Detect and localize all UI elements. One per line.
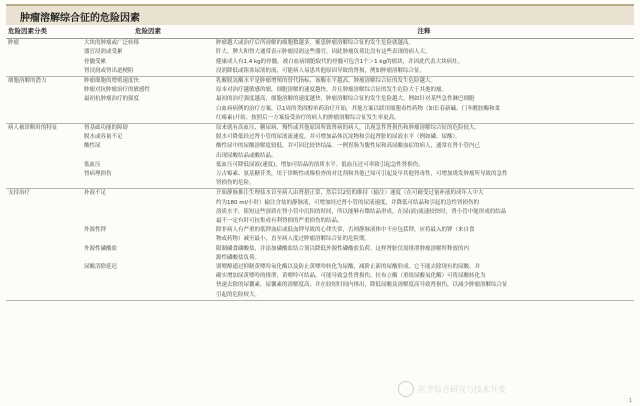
factor-cell: 肾病理损伤 [84, 171, 112, 178]
category-cell [6, 58, 82, 67]
factor-cell: 脱水或容量不足 [84, 134, 123, 141]
category-cell [6, 281, 82, 290]
note-cell: 引起的危险较大。 [214, 291, 634, 301]
category-cell [6, 226, 82, 235]
table-row [6, 48, 634, 57]
category-cell [6, 161, 82, 170]
category-cell [6, 179, 82, 189]
category-cell [6, 152, 82, 161]
table-row [6, 39, 634, 49]
note-cell: 乳酸脱氢酶水平是肿瘤增殖的替代指标，该酶水平越高，肿瘤溶解综合征的发生危险越大。 [216, 78, 437, 85]
note-cell: 万古霉素、氨基糖苷类，用于诊断性成像检查的对比剂和其他已知可引起及早其他肾毒性，可增加诱发肿瘤所导致的急性 [216, 171, 508, 178]
table-row [6, 161, 634, 170]
table-row [6, 179, 634, 189]
note-cell: 脱水可降低经过肾小管的尿液流速度，并可增加晶体沉淀物和引起肾脏的尿液水平（例如磷、尿酸）。 [216, 134, 461, 141]
table-row [6, 124, 634, 134]
category-cell [6, 199, 82, 208]
header-factor: 危险因素 [82, 26, 214, 39]
table-row [6, 58, 634, 67]
factor-cell: 大块的肿瘤或广泛转移 [84, 40, 140, 47]
note-cell: 健康成人有1.4 kg的骨髓。被白血病细胞取代的骨髓可包含1个＞1 kg的瘤块，并因此代表大块病灶。 [216, 58, 464, 65]
note-cell: 确实增加尿黄嘌呤的排泄，黄嘌呤可结晶，可能导致急性肾损伤。拉布立酶（重组尿酸氧化酶）可将尿酸转化为 [216, 273, 486, 280]
table-row [6, 114, 634, 124]
table-row [6, 208, 634, 217]
factor-cell: 肿瘤对抗肿瘤治疗的敏感性 [84, 87, 151, 94]
category-cell: 病人被诊断时的特征 [8, 125, 58, 132]
table-header-row [6, 26, 634, 39]
note-cell: 出现尿酸结晶或酸结晶。 [216, 152, 277, 159]
note-cell: 肾损伤的危险。 [214, 179, 634, 189]
table-row [6, 235, 634, 244]
table-row [6, 245, 634, 254]
factor-cell [82, 199, 214, 208]
category-cell [6, 217, 82, 226]
category-cell: 细胞溶解的潜力 [8, 78, 47, 85]
table-row [6, 133, 634, 142]
factor-cell: 最初抗肿瘤治疗的强度 [84, 96, 140, 103]
note-cell: 最初的治疗强度越高，细胞溶解的速度越快，肿瘤溶解综合征的发生危险越大。例如针对某些急性淋巴细胞 [216, 96, 475, 103]
factor-cell: 肾浸润或肾出道梗阻 [82, 67, 214, 77]
note-cell: 肝大、脾大和肾大通常表示肿瘤浸润这些器官，因此肿瘤负荷比没有这些表现的病人大。 [216, 49, 431, 56]
note-cell: 最不一定有时可抗集成有利肾损的严重损伤的结晶。 [216, 218, 343, 225]
category-cell: 肿瘤 [8, 40, 20, 47]
table-row [6, 199, 634, 208]
note-cell: 物或药物）减至最小，直至病人度过肿瘤溶解综合征的危险期。 [216, 236, 371, 243]
factor-cell [82, 217, 214, 226]
watermark-text: 医学综合研究与技术开发 [418, 384, 506, 394]
table-row [6, 86, 634, 95]
factor-cell: 器官浸润或受累 [84, 49, 123, 56]
table-row [6, 263, 634, 272]
table-row [6, 254, 634, 263]
category-cell: 支持治疗 [8, 190, 31, 197]
category-cell [6, 142, 82, 151]
note-cell: 原本对治疗越敏感的瘤，细胞溶解的速度越快，并且肿瘤溶解综合征的发生危险大于其他的瘤。 [216, 87, 448, 94]
category-cell [6, 245, 82, 254]
category-cell [6, 133, 82, 142]
watermark [398, 378, 630, 400]
note-cell: 原来就有高血压、糖尿病、慢性或其他原因所致肾病的病人，出现急性肾损伤和肿瘤溶解综合征的危险较大。 [216, 125, 481, 132]
factor-cell [82, 114, 214, 124]
category-cell [6, 86, 82, 95]
factor-cell: 补液不足 [84, 190, 107, 197]
note-cell: 白血病病例的治疗方案，以1周的类固醇单药治疗开始，其他方案以联用细胞毒性药物（如长春新碱、门冬酰胺酶和柔 [216, 105, 501, 112]
table-row [6, 189, 634, 199]
note-cell: 酸性尿中的尿酸溶解度较低，并可因比较快结晶。一例胃肠为腹性尿和高尿酸血症的病人，通常在肾小管内已 [216, 143, 481, 150]
table-title-band [6, 4, 634, 25]
table-body [6, 39, 634, 301]
table-row [6, 105, 634, 114]
figure-number: 1 [628, 398, 632, 404]
note-cell: 溶质水平，阻短这些溶质在肾小管中沉积的时间，所以能够有微结晶形成，在尿(液)流速较快时，肾小管中能形成的结晶 [216, 208, 507, 215]
table-row [6, 77, 634, 87]
note-cell: 约为180 ml/小时）输注含盐的静脉液，可增加经过肾小管的尿液速度，并降低可结晶和引起的急性肾损伤的 [216, 199, 479, 206]
category-cell [6, 208, 82, 217]
category-cell [6, 254, 82, 263]
note-cell: 浸润降低或阻塞尿液的流，可能病人易患其他原因导致的肾损，例如肿瘤溶解综合征。 [214, 67, 634, 77]
table-row [6, 226, 634, 235]
category-cell [6, 105, 82, 114]
note-cell: 快速去除的尿囊素，尿囊素的溶解度高，并在较短时间内排出，降低尿酸及溶解度高导致肾损伤，以减少肿瘤溶解综合征 [216, 282, 508, 289]
factor-cell [82, 152, 214, 161]
table-row [6, 272, 634, 281]
category-cell [6, 67, 82, 77]
factor-cell [82, 179, 214, 189]
wechat-icon [398, 381, 414, 397]
header-note: 注释 [214, 26, 634, 39]
category-cell [6, 48, 82, 57]
category-cell [6, 272, 82, 281]
category-cell [6, 95, 82, 104]
factor-cell: 肿瘤细胞的增殖速度快 [84, 78, 140, 85]
factor-cell: 外源性钾 [84, 227, 107, 234]
note-cell: 低血压可降低尿液(速度)，增加可结晶的溶质水平。低血压还可率致引起急性肾损伤。 [216, 161, 424, 168]
category-cell [6, 235, 82, 244]
note-cell: 肿瘤越大或治疗后所溶解的细胞数越多，罹患肿瘤溶解综合征的发生危险就越高。 [216, 40, 415, 47]
table-row [6, 95, 634, 104]
factor-cell [82, 235, 214, 244]
factor-cell: 外源性磷酸盐 [84, 245, 118, 252]
risk-factor-table [6, 26, 634, 301]
factor-cell: 酸性尿 [84, 143, 101, 150]
table-row [6, 281, 634, 290]
note-cell: 除非病人有严重的低钾血症或低血钾导致的心律失常，否则静脉液体中不应包括钾，应将最入的钾（来自食 [216, 227, 475, 234]
category-cell [6, 170, 82, 179]
factor-cell: 骨髓受累 [84, 58, 107, 65]
note-cell: 红霉素)开始。按照后一方案接受治疗的病人的肿瘤溶解综合征发生率更高。 [214, 114, 634, 124]
factor-cell: 低血压 [84, 161, 101, 168]
category-cell [6, 291, 82, 301]
factor-cell [82, 105, 214, 114]
table-row [6, 152, 634, 161]
factor-cell [82, 208, 214, 217]
category-cell [6, 114, 82, 124]
factor-cell [82, 254, 214, 263]
factor-cell [82, 291, 214, 301]
factor-cell [82, 281, 214, 290]
table-row [6, 291, 634, 301]
note-cell: 限制磷食磷酸盐，并添加磷酸盐结合剂以降低外源性磷酸盐负荷，这样肾脏仅需排泄肿瘤溶解所释放的内 [216, 245, 470, 252]
category-cell [6, 263, 82, 272]
note-cell: 开始静脉推注生理盐水首至病人由肾措正常，然后以2倍的维持（输注）速度（在可耐受过量补液的成年人中大 [216, 190, 484, 197]
table-title: 肿瘤溶解综合征的危险因素 [20, 13, 140, 24]
factor-cell [82, 272, 214, 281]
header-category: 危险因素分类 [6, 26, 82, 39]
table-row [6, 142, 634, 151]
table-row [6, 217, 634, 226]
factor-cell: 肾基础功能的障碍 [84, 125, 129, 132]
table-row [6, 67, 634, 77]
note-cell: 别嘌醇通过抑制黄嘌呤氧化酶以及防止黄嘌呤转化为尿酸，减阶止新的尿酸形成。它不能去除现有的尿酸，并 [216, 264, 481, 271]
table-row [6, 170, 634, 179]
factor-cell: 尿酸清除延迟 [84, 264, 118, 271]
note-cell: 源性磷酸盐负荷。 [216, 254, 261, 261]
